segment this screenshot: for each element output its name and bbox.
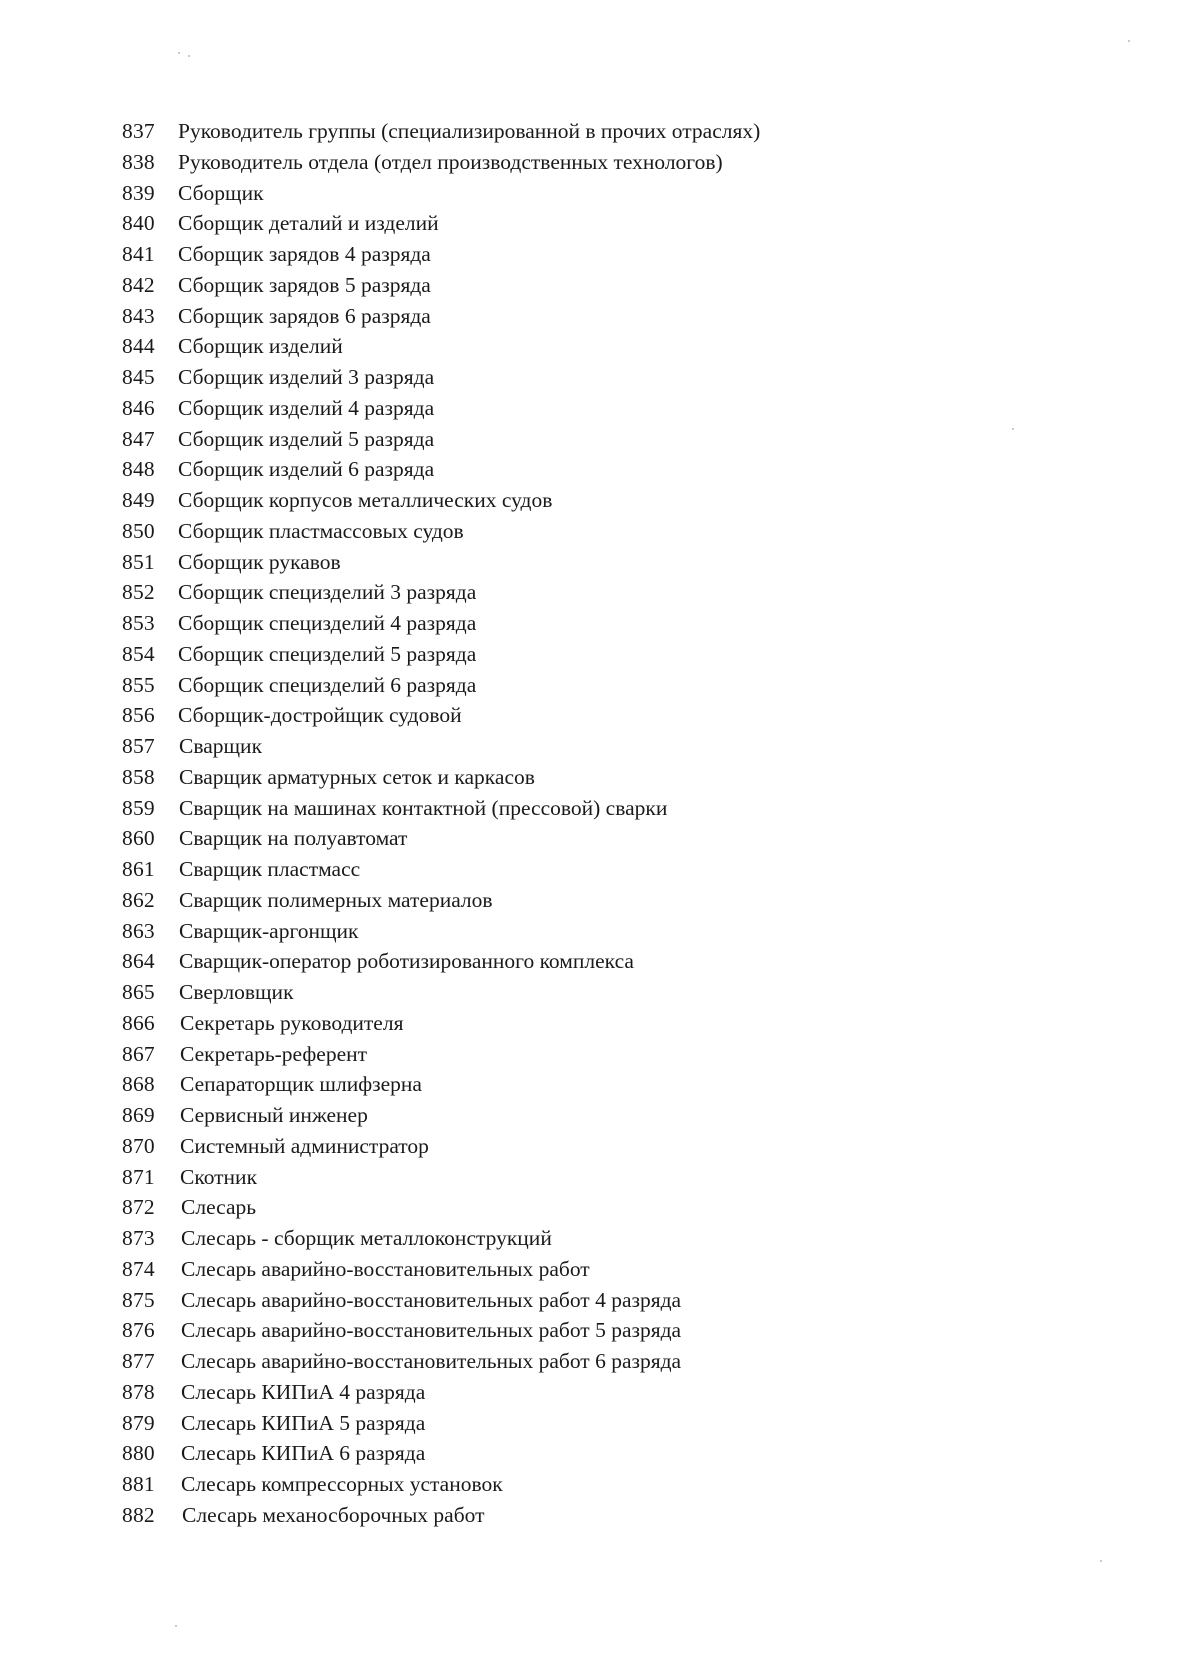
entry-name: Слесарь аварийно-восстановительных работ 4 разряда xyxy=(181,1287,682,1312)
entry-name: Секретарь-референт xyxy=(180,1041,368,1066)
entry-number: 874 xyxy=(122,1256,155,1281)
list-item xyxy=(122,1315,760,1346)
list-item xyxy=(122,793,760,824)
entry-number: 851 xyxy=(122,549,155,574)
entry-name: Сварщик-аргонщик xyxy=(179,918,359,943)
list-item xyxy=(122,1008,760,1039)
list-item xyxy=(122,1192,760,1223)
list-item xyxy=(122,670,760,701)
list-item xyxy=(122,916,760,947)
entry-number: 872 xyxy=(122,1195,155,1220)
entry-number: 873 xyxy=(122,1226,155,1250)
entry-number: 877 xyxy=(122,1349,155,1373)
list-item xyxy=(122,1162,760,1193)
entry-number: 863 xyxy=(122,918,155,943)
entry-name: Слесарь аварийно-восстановительных работ 6 разряда xyxy=(181,1349,682,1373)
entry-number: 854 xyxy=(122,641,155,666)
list-item xyxy=(122,1408,760,1439)
entry-name: Сборщик пластмассовых судов xyxy=(178,518,464,543)
scan-speck xyxy=(1012,428,1014,430)
entry-name: Сборщик зарядов 6 разряда xyxy=(178,303,431,328)
entry-name: Сварщик пластмасс xyxy=(179,857,361,881)
list-item xyxy=(122,1131,760,1162)
list-item xyxy=(122,1223,760,1254)
entry-name: Слесарь КИПиА 5 разряда xyxy=(181,1410,426,1435)
list-item xyxy=(122,1100,760,1131)
entry-name: Сепараторщик шлифзерна xyxy=(180,1072,422,1097)
entry-name: Сервисный инженер xyxy=(180,1103,368,1127)
entry-number: 850 xyxy=(122,518,155,543)
entry-number: 879 xyxy=(122,1410,155,1435)
entry-number: 853 xyxy=(122,611,155,635)
entry-name: Сборщик деталий и изделий xyxy=(178,211,439,236)
entry-name: Сборщик изделий 5 разряда xyxy=(178,426,435,451)
entry-number: 876 xyxy=(122,1318,155,1343)
entry-number: 868 xyxy=(122,1072,155,1097)
entry-number: 871 xyxy=(122,1164,155,1189)
list-item xyxy=(122,116,760,147)
list-item xyxy=(122,731,760,762)
scan-speck xyxy=(175,1625,177,1627)
entry-number: 870 xyxy=(122,1133,155,1158)
list-item xyxy=(122,239,760,270)
entry-number: 862 xyxy=(122,887,155,912)
list-item xyxy=(122,823,760,854)
list-item xyxy=(122,946,760,977)
list-item xyxy=(122,1377,760,1408)
entry-name: Сборщик специзделий 6 разряда xyxy=(178,672,477,697)
entry-number: 844 xyxy=(122,334,155,359)
list-item xyxy=(122,639,760,670)
entry-name: Сборщик специзделий 3 разряда xyxy=(178,580,477,605)
list-item xyxy=(122,1069,760,1100)
entry-number: 857 xyxy=(122,734,155,758)
scan-speck xyxy=(1100,1560,1102,1562)
entry-name: Слесарь механосборочных работ xyxy=(182,1502,485,1527)
entry-name: Сборщик изделий 6 разряда xyxy=(178,457,435,482)
entry-number: 859 xyxy=(122,795,155,820)
scan-speck xyxy=(188,55,190,57)
list-item xyxy=(122,1469,760,1500)
entry-number: 860 xyxy=(122,826,155,851)
list-item xyxy=(122,270,760,301)
list-item xyxy=(122,424,760,455)
list-item xyxy=(122,577,760,608)
entry-number: 841 xyxy=(122,242,155,266)
list-item xyxy=(122,516,760,547)
entry-number: 867 xyxy=(122,1041,155,1066)
list-item xyxy=(122,762,760,793)
entry-name: Слесарь компрессорных установок xyxy=(181,1472,503,1496)
entry-number: 881 xyxy=(122,1472,155,1496)
list-item xyxy=(122,854,760,885)
list-item xyxy=(122,608,760,639)
entry-number: 843 xyxy=(122,303,155,328)
occupation-list xyxy=(122,116,760,1531)
entry-name: Сварщик арматурных сеток и каркасов xyxy=(179,764,535,789)
entry-name: Слесарь xyxy=(181,1195,257,1220)
list-item xyxy=(122,301,760,332)
entry-number: 856 xyxy=(122,703,155,728)
entry-name: Сборщик специзделий 4 разряда xyxy=(178,611,477,635)
list-item xyxy=(122,547,760,578)
entry-name: Сборщик xyxy=(178,180,264,205)
entry-number: 855 xyxy=(122,672,155,697)
entry-number: 861 xyxy=(122,857,155,881)
list-item xyxy=(122,362,760,393)
entry-number: 864 xyxy=(122,949,155,974)
entry-name: Слесарь аварийно-восстановительных работ xyxy=(181,1256,590,1281)
scan-speck xyxy=(178,52,180,54)
list-item xyxy=(122,1346,760,1377)
entry-name: Сверловщик xyxy=(179,980,294,1004)
entry-name: Сварщик-оператор роботизированного комплекса xyxy=(179,949,634,974)
entry-name: Руководитель группы (специализированной в прочих отраслях) xyxy=(178,119,761,143)
entry-name: Скотник xyxy=(180,1164,258,1189)
entry-name: Сборщик-достройщик судовой xyxy=(178,703,462,728)
entry-name: Системный администратор xyxy=(180,1133,429,1158)
list-item xyxy=(122,178,760,209)
entry-number: 865 xyxy=(122,980,155,1004)
entry-number: 866 xyxy=(122,1010,155,1035)
entry-name: Сварщик на полуавтомат xyxy=(179,826,408,851)
entry-name: Сборщик корпусов металлических судов xyxy=(178,488,553,512)
entry-name: Сварщик на машинах контактной (прессовой) сварки xyxy=(179,795,668,820)
entry-number: 842 xyxy=(122,272,155,297)
entry-name: Сборщик изделий 3 разряда xyxy=(178,365,435,389)
entry-number: 878 xyxy=(122,1379,155,1404)
entry-number: 875 xyxy=(122,1287,155,1312)
entry-number: 839 xyxy=(122,180,155,205)
entry-name: Сборщик зарядов 5 разряда xyxy=(178,272,431,297)
list-item xyxy=(122,1039,760,1070)
list-item xyxy=(122,393,760,424)
entry-number: 849 xyxy=(122,488,155,512)
entry-number: 869 xyxy=(122,1103,155,1127)
entry-name: Слесарь аварийно-восстановительных работ 5 разряда xyxy=(181,1318,682,1343)
entry-number: 852 xyxy=(122,580,155,605)
entry-name: Секретарь руководителя xyxy=(180,1010,404,1035)
list-item xyxy=(122,885,760,916)
entry-number: 882 xyxy=(122,1502,155,1527)
entry-number: 838 xyxy=(122,149,155,174)
list-item xyxy=(122,331,760,362)
entry-name: Сборщик изделий xyxy=(178,334,343,359)
entry-name: Сварщик xyxy=(179,734,263,758)
entry-number: 880 xyxy=(122,1441,155,1466)
entry-name: Слесарь КИПиА 4 разряда xyxy=(181,1379,426,1404)
entry-name: Сборщик зарядов 4 разряда xyxy=(178,242,431,266)
entry-number: 848 xyxy=(122,457,155,482)
list-item xyxy=(122,208,760,239)
entry-name: Сборщик изделий 4 разряда xyxy=(178,395,435,420)
entry-number: 837 xyxy=(122,119,155,143)
entry-number: 858 xyxy=(122,764,155,789)
entry-number: 847 xyxy=(122,426,155,451)
entry-number: 846 xyxy=(122,395,155,420)
entry-name: Сборщик специзделий 5 разряда xyxy=(178,641,477,666)
entry-name: Руководитель отдела (отдел производственных технологов) xyxy=(178,149,723,174)
list-item xyxy=(122,147,760,178)
entry-number: 840 xyxy=(122,211,155,236)
list-item xyxy=(122,1500,760,1531)
list-item xyxy=(122,1438,760,1469)
list-item xyxy=(122,454,760,485)
entry-name: Сварщик полимерных материалов xyxy=(179,887,493,912)
list-item xyxy=(122,977,760,1008)
entry-number: 845 xyxy=(122,365,155,389)
entry-name: Сборщик рукавов xyxy=(178,549,341,574)
entry-name: Слесарь КИПиА 6 разряда xyxy=(181,1441,426,1466)
list-item xyxy=(122,700,760,731)
list-item xyxy=(122,1285,760,1316)
list-item xyxy=(122,1254,760,1285)
scan-speck xyxy=(1128,40,1130,42)
list-item xyxy=(122,485,760,516)
entry-name: Слесарь - сборщик металлоконструкций xyxy=(181,1226,552,1250)
